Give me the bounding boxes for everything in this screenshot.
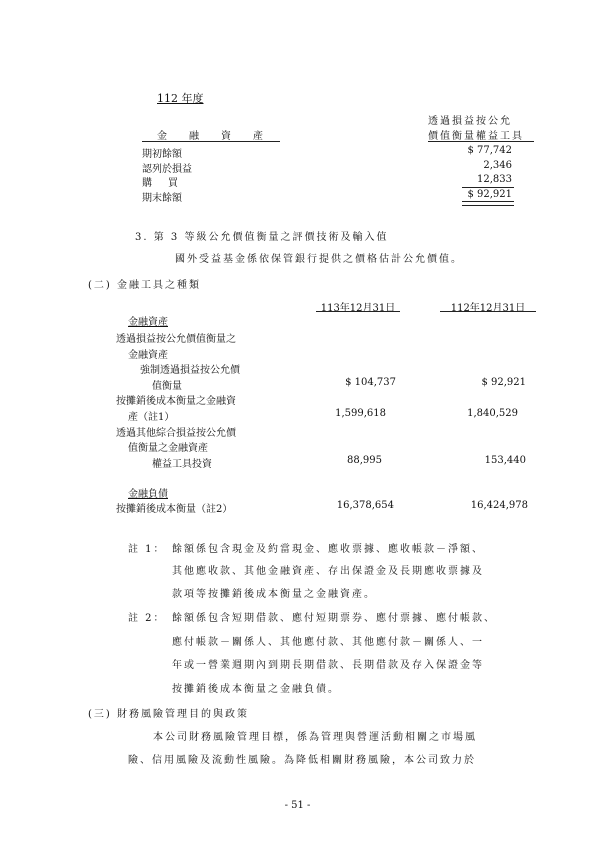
col1-header-rule <box>316 311 400 312</box>
liability-value-113: 16,378,654 <box>336 500 394 511</box>
note2-line: 餘額係包含短期借款、應付短期票券、應付票據、應付帳款、 <box>172 613 496 624</box>
section3-heading: (三) 財務風險管理目的與政策 <box>88 709 249 720</box>
page-number: - 51 - <box>284 800 311 811</box>
row-value: 12,833 <box>477 174 512 185</box>
level3-text: 國外受益基金係依保管銀行提供之價格估計公允價值。 <box>175 254 463 265</box>
year-heading: 112 年度 <box>157 92 204 105</box>
total-double-rule <box>462 201 514 206</box>
row-label: 購買 <box>142 178 194 189</box>
row-label: 期末餘額 <box>142 193 182 204</box>
asset-row-label: 透過其他綜合損益按公允價 <box>116 428 236 439</box>
subtotal-rule <box>462 187 514 188</box>
note1-line: 餘額係包含現金及約當現金、應收票據、應收帳款－淨額、 <box>172 544 484 555</box>
asset-header-label: 金融資產 <box>157 131 285 142</box>
asset-row-label: 值衡量之金融資產 <box>128 443 208 454</box>
level3-heading: 3. 第 3 等級公允價值衡量之評價技術及輸入值 <box>135 232 389 243</box>
row-label: 期初餘額 <box>142 149 182 160</box>
note1-line: 款項等按攤銷後成本衡量之金融資產。 <box>172 589 376 600</box>
asset-row-value-112: $ 92,921 <box>481 377 526 388</box>
column-header-line2: 價值衡量權益工具 <box>428 131 524 142</box>
section3-paragraph-line: 本公司財務風險管理目標，係為管理與營運活動相關之市場風 <box>153 732 477 743</box>
row-value: $ 77,742 <box>467 145 512 156</box>
asset-header <box>157 127 285 142</box>
liability-value-112: 16,424,978 <box>470 500 528 511</box>
col2-header: 112年12月31日 <box>450 303 526 314</box>
asset-row-label: 透過損益按公允價值衡量之 <box>116 334 236 345</box>
asset-row-value-113: $ 104,737 <box>345 377 396 388</box>
row-value: 2,346 <box>483 160 512 171</box>
asset-row-label: 值衡量 <box>152 381 182 392</box>
assets-title: 金融資產 <box>128 317 168 328</box>
liabilities-title: 金融負債 <box>128 489 168 500</box>
note1-line: 其他應收款、其他金融資產、存出保證金及長期應收票據及 <box>172 566 484 577</box>
liability-row-label: 按攤銷後成本衡量（註2） <box>116 504 233 515</box>
asset-row-label: 產（註1） <box>128 412 175 423</box>
asset-row-label: 按攤銷後成本衡量之金融資 <box>116 396 236 407</box>
note1-tag: 註 1： <box>128 544 166 555</box>
asset-row-value-113: 1,599,618 <box>335 408 386 419</box>
column-header-line1: 透過損益按公允 <box>428 116 512 127</box>
col2-header-rule <box>440 311 536 312</box>
note2-tag: 註 2： <box>128 613 166 624</box>
asset-row-value-113: 88,995 <box>347 455 382 466</box>
col1-header: 113年12月31日 <box>320 303 396 314</box>
asset-row-value-112: 153,440 <box>484 455 526 466</box>
asset-row-label: 金融資產 <box>128 350 168 361</box>
row-value: $ 92,921 <box>467 189 512 200</box>
section2-heading: (二) 金融工具之種類 <box>88 280 201 291</box>
asset-row-value-112: 1,840,529 <box>467 408 518 419</box>
header-rule <box>428 141 534 142</box>
asset-row-label: 權益工具投資 <box>152 459 212 470</box>
asset-row-label: 強制透過損益按公允價 <box>140 365 240 376</box>
section3-paragraph-line: 險、信用風險及流動性風險。為降低相關財務風險，本公司致力於 <box>128 755 476 766</box>
asset-header-rule <box>142 141 280 142</box>
note2-line: 應付帳款－關係人、其他應付款、其他應付款－關係人、一 <box>172 637 484 648</box>
note2-line: 按攤銷後成本衡量之金融負債。 <box>172 684 340 695</box>
note2-line: 年或一營業週期內到期長期借款、長期借款及存入保證金等 <box>172 660 484 671</box>
row-label: 認列於損益 <box>142 164 192 175</box>
